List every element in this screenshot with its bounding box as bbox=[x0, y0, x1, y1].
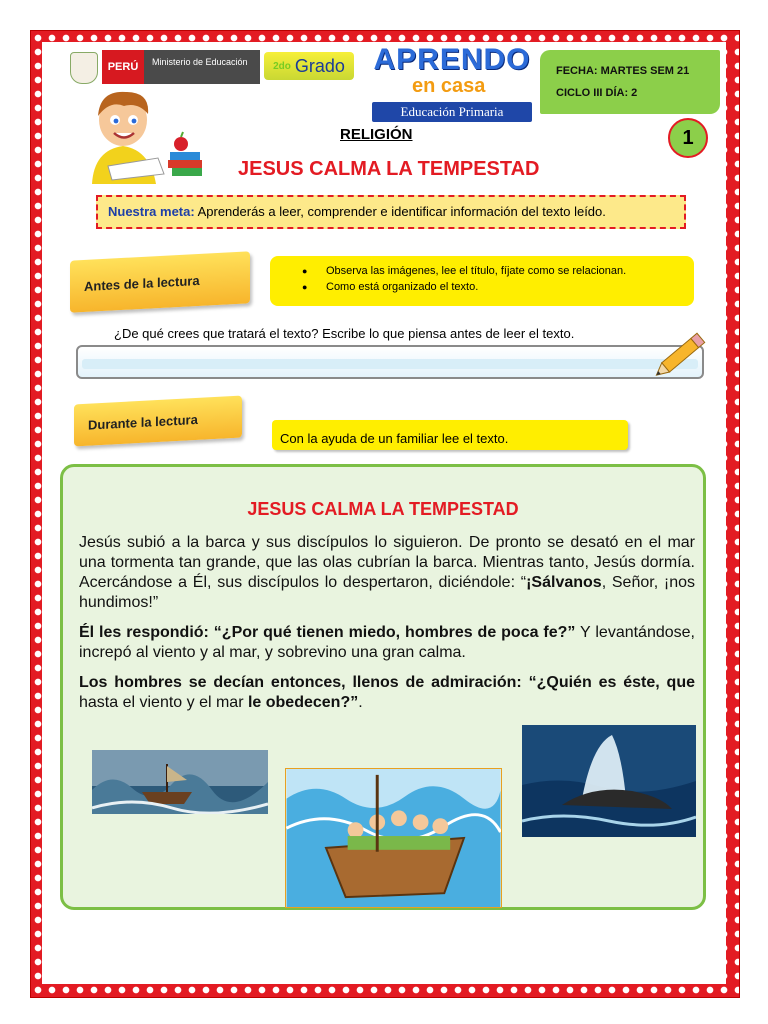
session-number-badge: 1 bbox=[668, 118, 708, 158]
p1-bold: ¡Sálvanos bbox=[526, 574, 602, 591]
date-line: FECHA: MARTES SEM 21 bbox=[556, 65, 690, 77]
ministry-logo: Ministerio de Educación bbox=[144, 50, 260, 84]
goal-text: Aprenderás a leer, comprender e identificar información del texto leído. bbox=[194, 204, 606, 219]
during-reading-tag bbox=[74, 396, 242, 447]
p3-text: hasta el viento y el mar bbox=[79, 694, 248, 711]
p1-end: , Señor, ¡nos hundimos!” bbox=[79, 574, 696, 611]
aprendo-en-casa-logo bbox=[372, 44, 532, 134]
brand-line2: en casa bbox=[412, 75, 486, 97]
grade-badge bbox=[264, 52, 354, 80]
peru-shield-icon bbox=[70, 52, 98, 84]
during-reading-label: Durante la lectura bbox=[88, 411, 198, 433]
pencil-icon bbox=[654, 322, 714, 382]
story-paragraph-1 bbox=[79, 533, 695, 613]
before-reading-label: Antes de la lectura bbox=[84, 272, 200, 294]
story-text bbox=[79, 533, 695, 723]
grade-number: 2do bbox=[273, 60, 291, 72]
waves-rock-image bbox=[522, 725, 696, 837]
stormy-ship-image bbox=[92, 750, 268, 814]
disciples-boat-image bbox=[285, 768, 502, 908]
cycle-line: CICLO III DÍA: 2 bbox=[556, 87, 638, 99]
p3-bold2: le obedecen?” bbox=[247, 694, 359, 711]
before-reading-tips bbox=[270, 256, 694, 306]
list-item: ● Como está organizado el texto. bbox=[326, 279, 694, 295]
p2-text: Y levantándose, increpó al viento y al mar, y sobrevino una gran calma. bbox=[79, 624, 695, 661]
story-paragraph-2 bbox=[79, 623, 695, 663]
before-reading-tag bbox=[70, 251, 250, 312]
story-paragraph-3 bbox=[79, 673, 695, 713]
list-item: ● Observa las imágenes, lee el título, fíjate como se relacionan. bbox=[326, 263, 694, 279]
tips-list bbox=[326, 263, 694, 295]
subject-heading: RELIGIÓN bbox=[340, 126, 413, 143]
grade-label: Grado bbox=[294, 55, 345, 76]
p3-end: . bbox=[358, 694, 363, 711]
p1-text: Jesús subió a la barca y sus discípulos lo siguieron. De pronto se desató en el mar una tormenta tan grande, que las olas cubrían la barca. Mientras tanto, Jesús dormía. Acercándose a Él, sus discípulos lo despertaron, diciéndole: “ bbox=[79, 534, 695, 591]
p3-bold1: Los hombres se decían entonces, llenos de admiración: “¿Quién es éste, que bbox=[79, 674, 695, 691]
brand-line1: APRENDO bbox=[373, 43, 531, 76]
goal-label: Nuestra meta: bbox=[108, 204, 195, 219]
peru-logo: PERÚ bbox=[102, 50, 144, 84]
apple-icon bbox=[174, 137, 188, 151]
brand-sub: Educación Primaria bbox=[372, 102, 532, 122]
student-reading-icon bbox=[78, 88, 208, 184]
prediction-question: ¿De qué crees que tratará el texto? Escribe lo que piensa antes de leer el texto. bbox=[114, 326, 575, 341]
page-title: JESUS CALMA LA TEMPESTAD bbox=[238, 158, 540, 180]
story-title: JESUS CALMA LA TEMPESTAD bbox=[247, 499, 519, 519]
during-reading-instruction: Con la ayuda de un familiar lee el texto. bbox=[272, 420, 628, 450]
prediction-answer-field[interactable] bbox=[76, 345, 704, 379]
date-box bbox=[540, 50, 720, 114]
goal-box bbox=[96, 195, 686, 229]
p2-bold: Él les respondió: “¿Por qué tienen miedo, hombres de poca fe?” bbox=[79, 624, 576, 641]
